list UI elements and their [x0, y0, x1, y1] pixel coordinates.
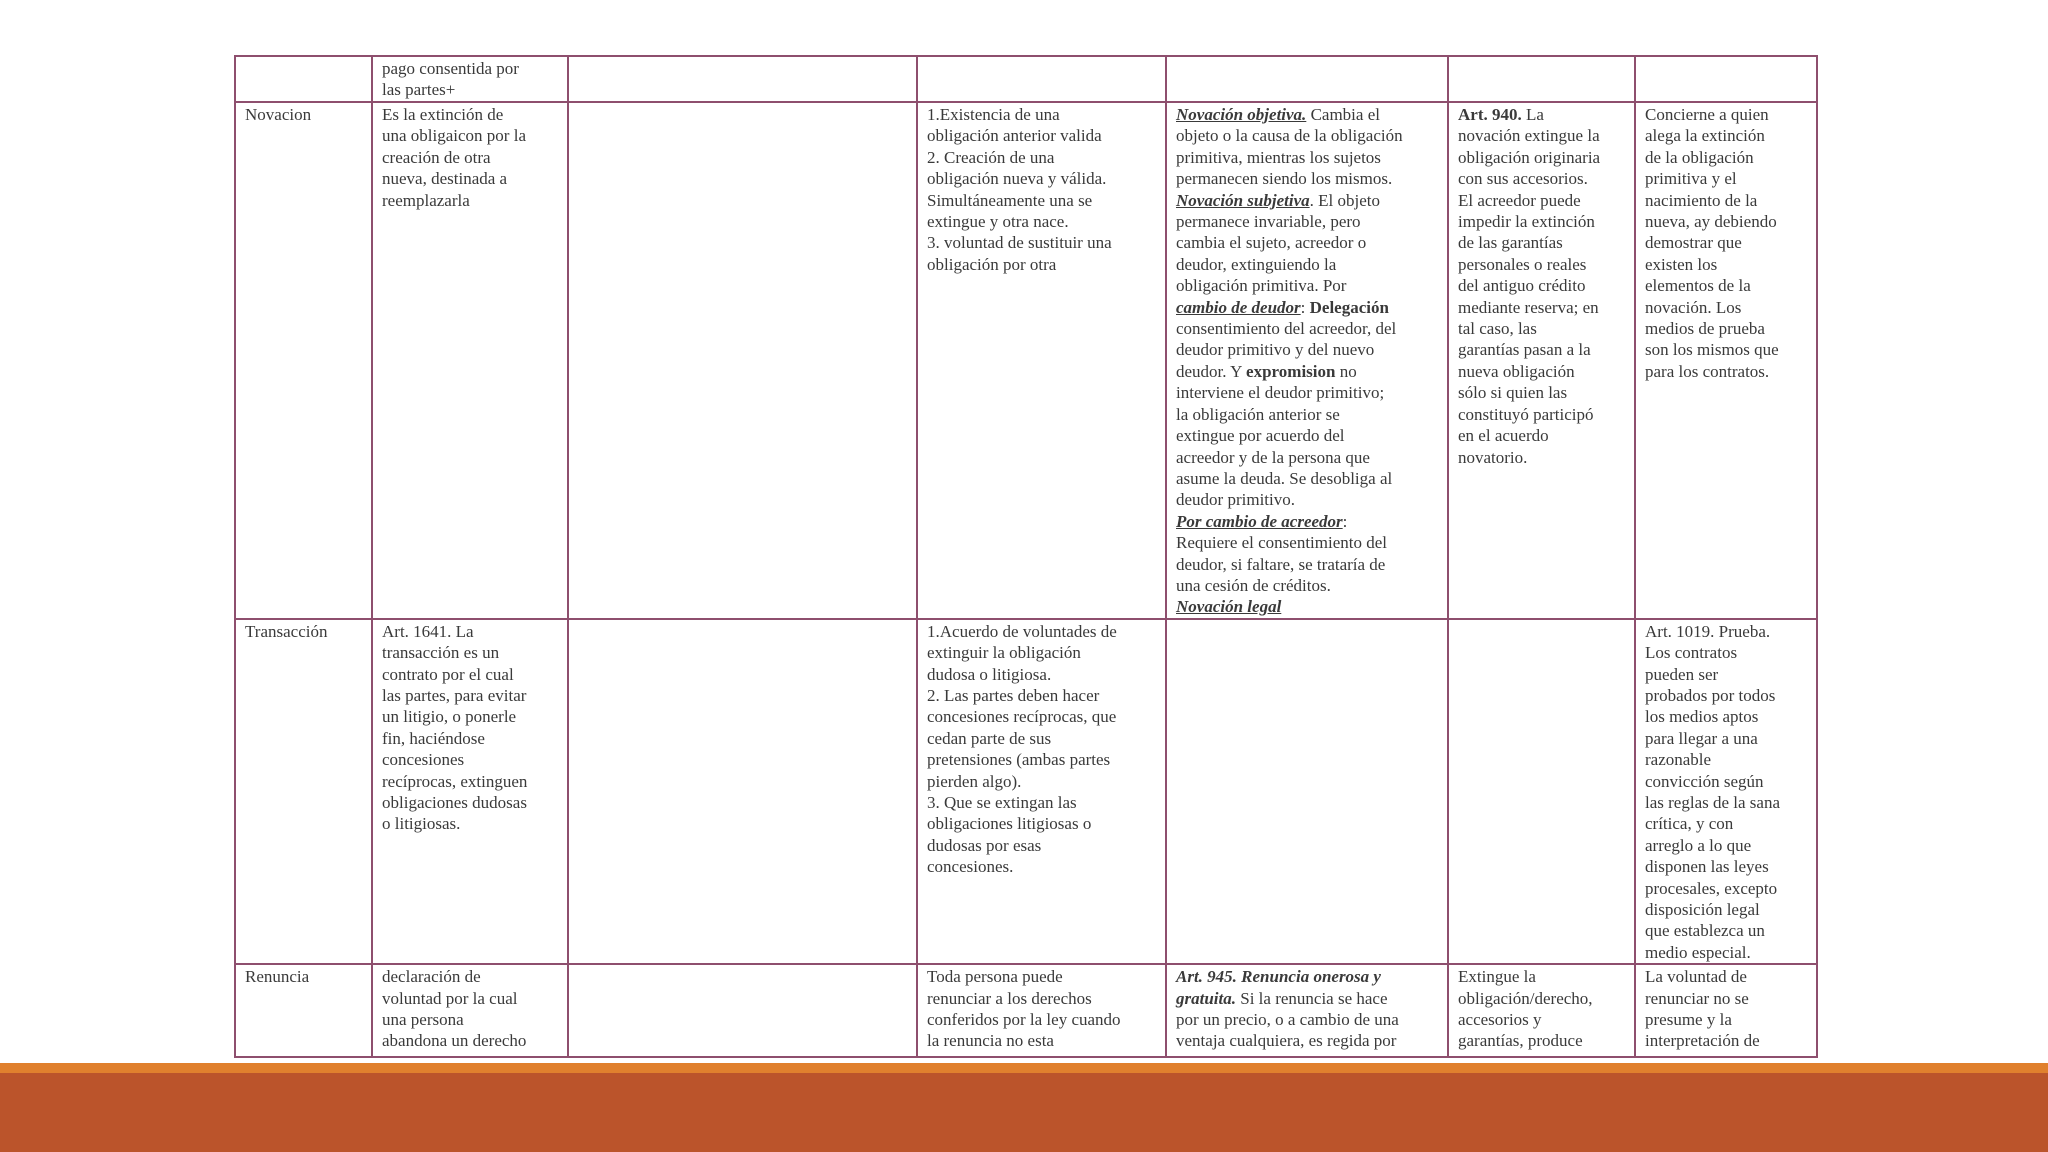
table-cell	[1448, 102, 1635, 619]
obligations-table	[234, 55, 1818, 1058]
art-940-text: La novación extingue la obligación originaria con sus accesorios. El acreedor puede impedir la extinción de las garantías personales o reales del antiguo crédito mediante reserva; en tal caso, las garantías pasan a la nueva obligación sólo si quien las constituyó participó en el acuerdo novatorio.	[1458, 105, 1601, 467]
cell-text: 1.Existencia de una obligación anterior valida 2. Creación de una obligación nueva y válida. Simultáneamente una se extingue y otra nace. 3. voluntad de sustituir una obligación por otra	[927, 105, 1112, 274]
table-cell	[1635, 964, 1817, 1057]
table-cell	[917, 56, 1166, 102]
orange-divider-line	[0, 1063, 2048, 1073]
table-cell	[1166, 964, 1448, 1057]
art-945-label: Art. 945. Renuncia onerosa y gratuita.	[1176, 967, 1381, 1008]
novacion-art-text	[1458, 104, 1625, 468]
novacion-objetiva-label: Novación objetiva.	[1176, 105, 1307, 124]
row-header-renuncia	[235, 964, 372, 1057]
table-cell	[568, 102, 917, 619]
cell-text: pago consentida por las partes+	[382, 59, 519, 100]
art-940-label: Art. 940.	[1458, 105, 1522, 124]
cambio-deudor-label: cambio de deudor	[1176, 297, 1301, 317]
delegacion-text: consentimiento del acreedor, del deudor primitivo y del nuevo deudor. Y	[1176, 319, 1397, 381]
table-row	[235, 102, 1817, 619]
delegacion-label: Delegación	[1309, 297, 1389, 317]
expromision-label: expromision	[1246, 361, 1336, 381]
table-cell	[917, 102, 1166, 619]
cell-text: Concierne a quien alega la extinción de la obligación primitiva y el nacimiento de la nueva, ay debiendo demostrar que existen los elementos de la novación. Los medios de prueba son los mismos que para los contratos.	[1645, 105, 1779, 381]
row-header-transaccion	[235, 619, 372, 965]
cambio-deudor-sep: :	[1300, 297, 1310, 317]
table-cell	[1635, 102, 1817, 619]
table-cell	[1166, 56, 1448, 102]
renuncia-art-text	[1176, 966, 1438, 1052]
table-cell	[372, 102, 568, 619]
novacion-legal-label: Novación legal	[1176, 597, 1282, 617]
table-cell	[1166, 619, 1448, 965]
table-cell	[1448, 619, 1635, 965]
cell-text: 1.Acuerdo de voluntades de extinguir la obligación dudosa o litigiosa. 2. Las partes deben hacer concesiones recíprocas, que cedan parte de sus pretensiones (ambas partes pierden algo). 3. Que se extingan las obligaciones litigiosas o dudosas por esas concesiones.	[927, 621, 1117, 877]
cell-text: Renuncia	[245, 967, 310, 987]
table-cell	[372, 56, 568, 102]
table-cell	[372, 619, 568, 965]
table-cell	[1448, 964, 1635, 1057]
cell-text: declaración de voluntad por la cual una persona abandona un derecho	[382, 967, 527, 1051]
table-cell	[917, 964, 1166, 1057]
row-header-novacion	[235, 102, 372, 619]
cell-text: Art. 1019. Prueba. Los contratos pueden ser probados por todos los medios aptos para llegar a una razonable convicción según las reglas de la sana crítica, y con arreglo a lo que disponen las leyes procesales, excepto disposición legal que establezca un medio especial.	[1645, 621, 1780, 962]
table-cell	[568, 619, 917, 965]
table-cell	[1166, 102, 1448, 619]
table-cell	[372, 964, 568, 1057]
table-cell	[568, 964, 917, 1057]
table-cell	[917, 619, 1166, 965]
cambio-acreedor-label: Por cambio de acreedor	[1176, 511, 1343, 531]
novacion-objetiva-text: Cambia el objeto o la causa de la obligación primitiva, mientras los sujetos permanecen siendo los mismos.	[1176, 105, 1403, 189]
cell-text: Novacion	[245, 105, 312, 124]
footer-band	[0, 1073, 2048, 1152]
novacion-subjetiva-text: . El objeto permanece invariable, pero cambia el sujeto, acreedor o deudor, extinguiendo la obligación primitiva. Por	[1176, 190, 1380, 296]
table-cell	[235, 56, 372, 102]
cell-text: Art. 1641. La transacción es un contrato por el cual las partes, para evitar un litigio, o ponerle fin, haciéndose concesiones recíprocas, extinguen obligaciones dudosas o litigiosas.	[382, 621, 528, 834]
art-945-text: Si la renuncia se hace por un precio, o a cambio de una ventaja cualquiera, es regida por	[1176, 988, 1399, 1051]
cell-text: La voluntad de renunciar no se presume y la interpretación de	[1645, 967, 1760, 1051]
cell-text: Extingue la obligación/derecho, accesorios y garantías, produce	[1458, 967, 1593, 1051]
cell-text: Transacción	[245, 621, 328, 641]
cambio-acreedor-text: : Requiere el consentimiento del deudor, si faltare, se trataría de una cesión de créditos.	[1176, 511, 1388, 595]
novacion-subjetiva-label: Novación subjetiva	[1176, 190, 1310, 210]
table-row	[235, 619, 1817, 965]
table-row	[235, 964, 1817, 1057]
novacion-types-text	[1176, 104, 1438, 618]
cell-text: Toda persona puede renunciar a los derechos conferidos por la ley cuando la renuncia no esta	[927, 967, 1121, 1051]
cell-text: Es la extinción de una obligaicon por la creación de otra nueva, destinada a reemplazarla	[382, 105, 526, 210]
table-cell	[1635, 619, 1817, 965]
table-cell	[1448, 56, 1635, 102]
table-cell	[1635, 56, 1817, 102]
expromision-text: no interviene el deudor primitivo; la obligación anterior se extingue por acuerdo del acreedor y de la persona que asume la deuda. Se desobliga al deudor primitivo.	[1176, 361, 1393, 510]
table-row	[235, 56, 1817, 102]
table-cell	[568, 56, 917, 102]
